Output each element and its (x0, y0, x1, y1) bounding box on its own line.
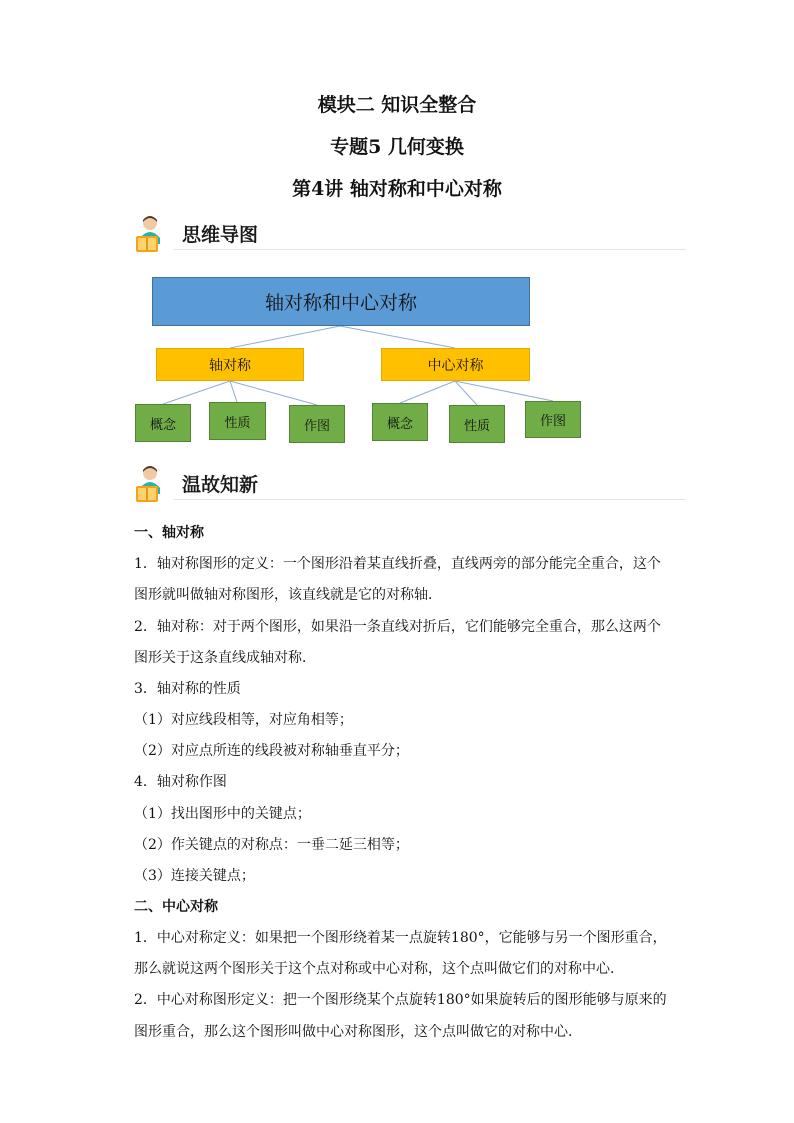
mindmap-leaf-central-concept: 概念 (372, 403, 428, 441)
heading-axial-symmetry: 一、轴对称 (134, 525, 204, 541)
property-item-1: （1）对应线段相等，对应角相等； (134, 712, 353, 728)
mindmap-connectors (0, 0, 794, 460)
property-item-2: （2）对应点所连的线段被对称轴垂直平分； (134, 743, 409, 759)
paragraph-6-line-1: 2．中心对称图形定义：把一个图形绕某个点旋转180°如果旋转后的图形能够与原来的 (134, 992, 667, 1008)
mindmap-leaf-axial-construction: 作图 (289, 405, 345, 443)
mindmap-leaf-axial-property: 性质 (209, 402, 266, 440)
paragraph-1-line-1: 1．轴对称图形的定义：一个图形沿着某直线折叠，直线两旁的部分能完全重合，这个 (134, 556, 661, 572)
reading-student-icon (134, 464, 174, 504)
paragraph-3: 3．轴对称的性质 (134, 681, 241, 697)
mindmap-leaf-central-property: 性质 (449, 405, 505, 443)
mindmap-leaf-central-construction: 作图 (525, 401, 581, 438)
construction-step-3: （3）连接关键点； (134, 868, 255, 884)
construction-step-1: （1）找出图形中的关键点； (134, 806, 311, 822)
paragraph-2-line-2: 图形关于这条直线成轴对称． (134, 650, 316, 666)
paragraph-5-line-1: 1．中心对称定义：如果把一个图形绕着某一点旋转180°，它能够与另一个图形重合， (134, 930, 667, 946)
construction-step-2: （2）作关键点的对称点：一垂二延三相等； (134, 837, 409, 853)
topic-title: 专题5 几何变换 (330, 136, 464, 158)
section-title-review: 温故知新 (182, 474, 259, 496)
paragraph-5-line-2: 那么就说这两个图形关于这个点对称或中心对称，这个点叫做它们的对称中心． (134, 961, 624, 977)
mindmap-node-central-symmetry: 中心对称 (381, 348, 530, 381)
paragraph-1-line-2: 图形就叫做轴对称图形，该直线就是它的对称轴． (134, 587, 442, 603)
mindmap-node-axial-symmetry: 轴对称 (156, 348, 304, 381)
paragraph-6-line-2: 图形重合，那么这个图形叫做中心对称图形，这个点叫做它的对称中心． (134, 1024, 582, 1040)
section-title-mindmap: 思维导图 (182, 224, 259, 246)
lecture-title: 第4讲 轴对称和中心对称 (292, 178, 502, 200)
heading-central-symmetry: 二、中心对称 (134, 899, 218, 915)
paragraph-2-line-1: 2．轴对称：对于两个图形，如果沿一条直线对折后，它们能够完全重合，那么这两个 (134, 619, 661, 635)
mindmap-leaf-axial-concept: 概念 (135, 404, 191, 442)
section-header-review (134, 464, 686, 504)
paragraph-4: 4．轴对称作图 (134, 774, 227, 790)
module-title: 模块二 知识全整合 (317, 94, 477, 116)
mindmap-root-node: 轴对称和中心对称 (152, 277, 530, 326)
